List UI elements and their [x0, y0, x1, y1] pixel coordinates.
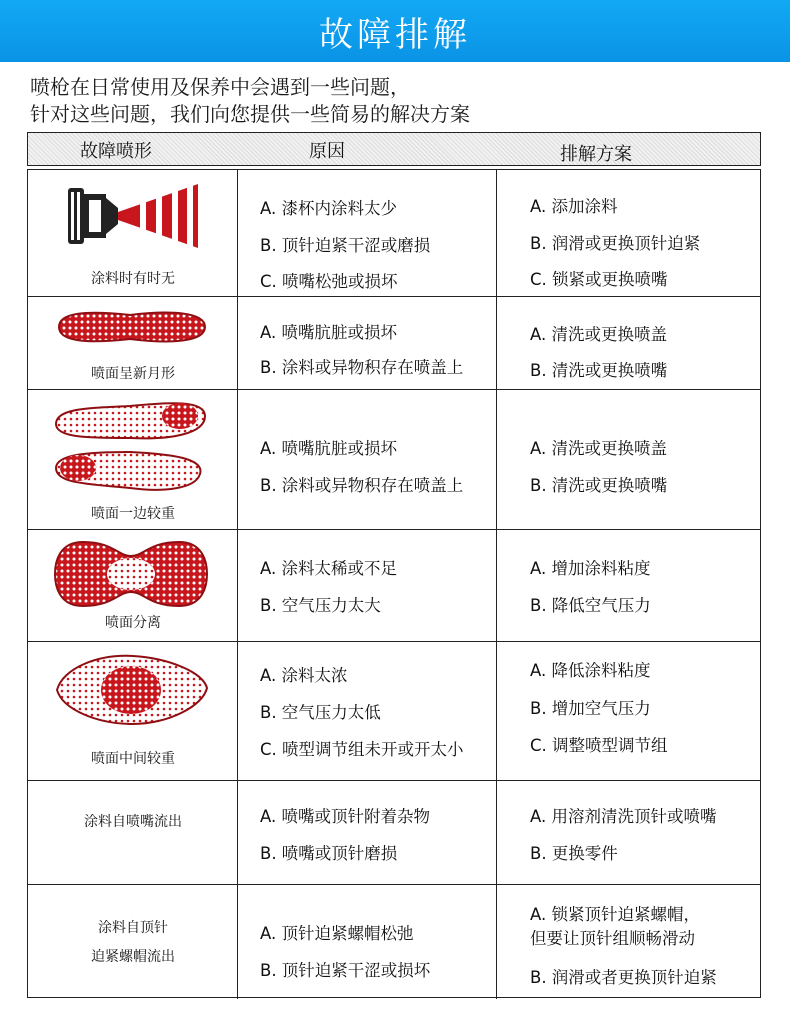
table-row	[28, 781, 760, 885]
cause-cell	[238, 170, 497, 296]
symptom-cell	[28, 781, 238, 884]
solution-cell	[497, 642, 760, 780]
header-symptom: 故障喷形	[80, 141, 152, 162]
cause-item: A. 喷嘴肮脏或损坏	[260, 439, 397, 458]
cause-cell	[238, 642, 497, 780]
solution-item: B. 润滑或更换顶针迫紧	[530, 234, 701, 253]
solution-cell	[497, 530, 760, 641]
cause-item: A. 涂料太浓	[260, 666, 348, 685]
solution-item: 但要让顶针组顺畅滑动	[530, 929, 695, 948]
symptom-cell	[28, 642, 238, 780]
solution-item: B. 清洗或更换喷嘴	[530, 361, 668, 380]
header-solution: 排解方案	[560, 144, 632, 165]
solution-item: B. 润滑或者更换顶针迫紧	[530, 968, 717, 987]
cause-item: A. 喷嘴肮脏或损坏	[260, 323, 397, 342]
cause-item: A. 涂料太稀或不足	[260, 559, 397, 578]
cause-item: B. 空气压力太低	[260, 703, 381, 722]
solution-item: B. 更换零件	[530, 844, 618, 863]
symptom-cell	[28, 885, 238, 999]
cause-item: A. 喷嘴或顶针附着杂物	[260, 807, 430, 826]
solution-item: A. 清洗或更换喷盖	[530, 439, 667, 458]
symptom-cell	[28, 297, 238, 389]
symptom-caption: 涂料自喷嘴流出	[84, 814, 182, 830]
solution-item: A. 清洗或更换喷盖	[530, 325, 667, 344]
cause-cell	[238, 390, 497, 529]
heavy-center-pattern-icon	[53, 652, 211, 728]
symptom-caption: 喷面一边较重	[91, 506, 175, 522]
symptom-cell	[28, 170, 238, 296]
symptom-caption: 喷面中间较重	[91, 751, 175, 767]
table-row	[28, 530, 760, 642]
solution-item: A. 降低涂料粘度	[530, 661, 651, 680]
solution-item: A. 添加涂料	[530, 197, 618, 216]
table-header	[27, 132, 761, 166]
solution-item: A. 增加涂料粘度	[530, 559, 651, 578]
symptom-cell	[28, 390, 238, 529]
table-row	[28, 885, 760, 999]
banner-title: 故障排解	[319, 14, 471, 55]
cause-item: B. 空气压力太大	[260, 596, 381, 615]
troubleshooting-table	[27, 169, 761, 998]
header-cause: 原因	[309, 141, 345, 162]
heavy-one-side-pattern-icon	[50, 398, 210, 496]
intro-line-1: 喷枪在日常使用及保养中会遇到一些问题，	[30, 75, 410, 99]
intro-line-2: 针对这些问题，我们向您提供一些简易的解决方案	[30, 102, 470, 126]
cause-item: C. 喷型调节组未开或开太小	[260, 740, 464, 759]
symptom-caption: 喷面分离	[105, 615, 161, 631]
symptom-caption: 迫紧螺帽流出	[91, 949, 175, 965]
solution-item: B. 降低空气压力	[530, 596, 651, 615]
cause-item: A. 漆杯内涂料太少	[260, 199, 397, 218]
symptom-caption: 涂料自顶针	[98, 920, 168, 936]
solution-item: A. 锁紧顶针迫紧螺帽，	[530, 905, 700, 924]
solution-item: B. 清洗或更换喷嘴	[530, 476, 668, 495]
solution-item: C. 调整喷型调节组	[530, 736, 668, 755]
solution-cell	[497, 297, 760, 389]
solution-cell	[497, 390, 760, 529]
intro-text	[30, 74, 470, 128]
cause-item: B. 涂料或异物积存在喷盖上	[260, 358, 464, 377]
cause-item: B. 顶针迫紧干涩或磨损	[260, 236, 431, 255]
symptom-caption: 涂料时有时无	[91, 271, 175, 287]
cause-item: B. 喷嘴或顶针磨损	[260, 844, 398, 863]
cause-cell	[238, 781, 497, 884]
cause-cell	[238, 885, 497, 999]
table-row	[28, 390, 760, 530]
cause-cell	[238, 530, 497, 641]
solution-cell	[497, 885, 760, 999]
solution-item: C. 锁紧或更换喷嘴	[530, 270, 668, 289]
table-row	[28, 642, 760, 781]
cause-item: B. 涂料或异物积存在喷盖上	[260, 476, 464, 495]
spray-gun-nozzle-icon	[66, 180, 198, 252]
split-pattern-icon	[53, 538, 209, 610]
solution-item: B. 增加空气压力	[530, 699, 651, 718]
banner	[0, 0, 790, 62]
cause-item: B. 顶针迫紧干涩或损坏	[260, 961, 431, 980]
solution-cell	[497, 170, 760, 296]
solution-item: A. 用溶剂清洗顶针或喷嘴	[530, 807, 717, 826]
solution-cell	[497, 781, 760, 884]
cause-item: C. 喷嘴松弛或损坏	[260, 272, 398, 291]
symptom-caption: 喷面呈新月形	[91, 366, 175, 382]
crescent-pattern-icon	[55, 307, 209, 347]
cause-item: A. 顶针迫紧螺帽松弛	[260, 924, 414, 943]
symptom-cell	[28, 530, 238, 641]
table-row	[28, 170, 760, 297]
cause-cell	[238, 297, 497, 389]
table-row	[28, 297, 760, 390]
